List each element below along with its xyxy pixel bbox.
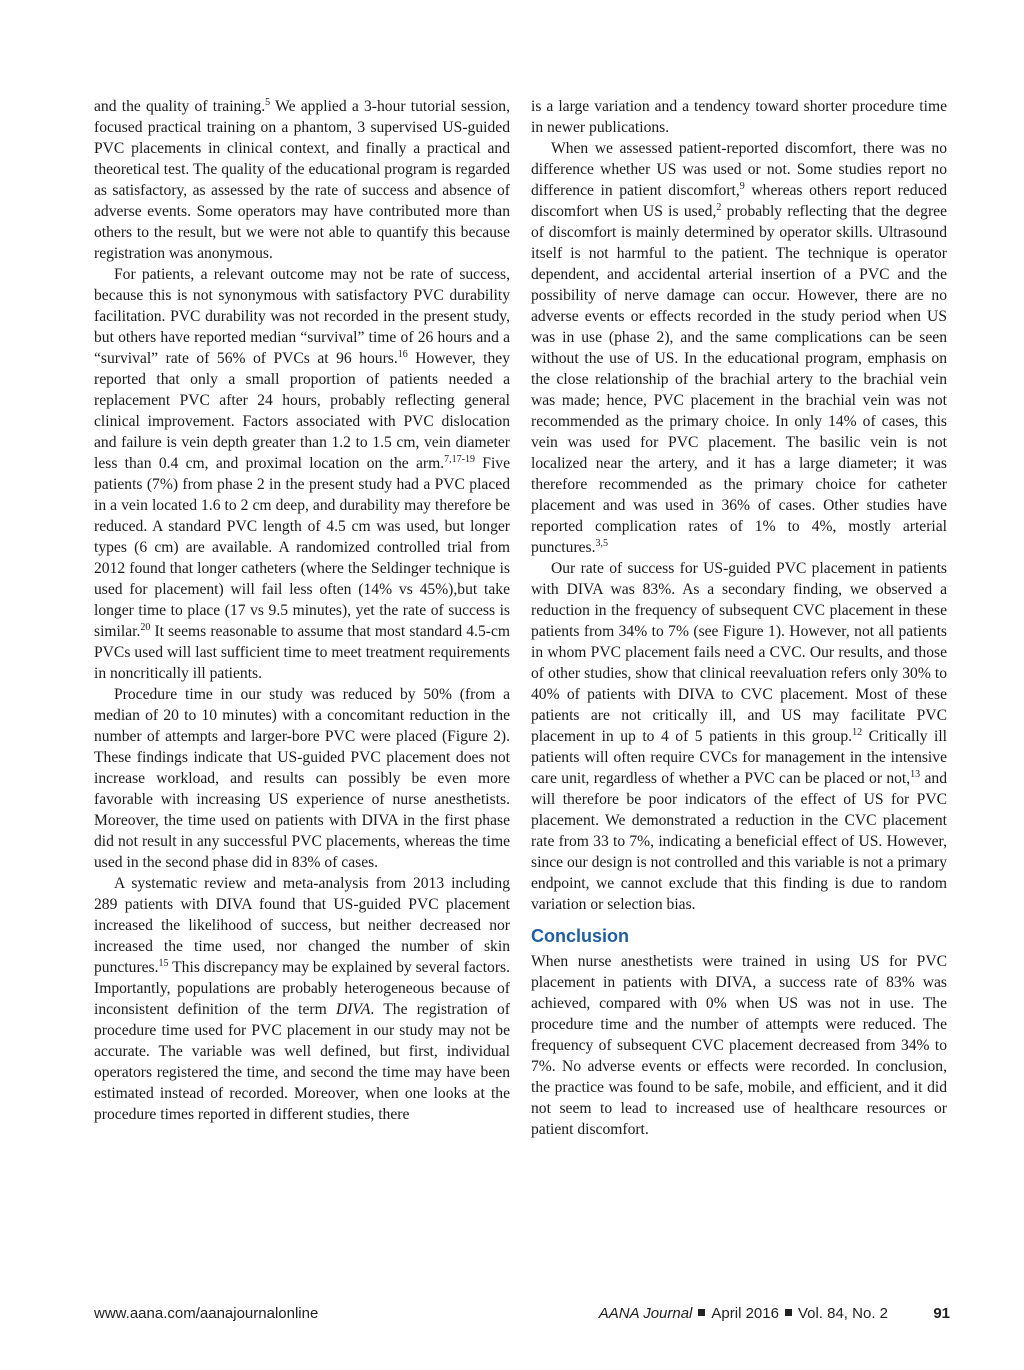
citation: 9 [739,181,745,192]
paragraph: When we assessed patient-reported discomfort, there was no difference whether US was used or not. Some studies report no difference in patient discomfort,$^9$ whereas others report reduced discomfort when US is used,$^2$ probably reflecting that the degree of discomfort is mainly determined by operator skills. Ultrasound itself is not harmful to the patient. The technique is operator dependent, and accidental arterial insertion of a PVC and the possibility of nerve damage can occur. However, there are no adverse events or effects recorded in the study period when US was in use (phase 2), and the same complications can be seen without the use of US. In the educational program, emphasis on the close relationship of the brachial artery to the brachial vein was made; hence, PVC placement in the brachial vein was not recommended as the primary choice. In only 14% of cases, this vein was used for PVC placement. The basilic vein is not localized near the artery, and it has a large diameter; it was therefore recommended as the primary choice for catheter placement and was used in 36% of cases. Other studies have reported complication rates of 1% to 4%, mostly arterial punctures.$^{3,5}$ [531,140,948,556]
paragraph: is a large variation and a tendency toward shorter procedure time in newer publications. [531,98,947,136]
journal-url-link[interactable]: www.aana.com/aanajournalonline [94,1305,319,1322]
square-bullet-icon [698,1309,705,1316]
paragraph: Our rate of success for US-guided PVC placement in patients with DIVA was 83%. As a secondary finding, we observed a reduction in the frequency of subsequent CVC placement in these patients from 34% to 7% (see Figure 1). However, not all patients in whom PVC placement fails need a CVC. Our results, and those of other studies, show that clinical reevaluation refers only 30% to 40% of patients with DIVA to CVC placement. Most of these patients are not critically ill, and US may facilitate PVC placement in up to 4 of 5 patients in this group.$^{12}$ Critically ill patients will often require CVCs for management in the intensive care unit, regardless of whether a PVC can be placed or not,$^{13}$ and will therefore be poor indicators of the effect of US for PVC placement. We demonstrated a reduction in the CVC placement rate from 33 to 7%, indicating a beneficial effect of US. However, since our design is not controlled and this variable is not a primary endpoint, we cannot exclude that this finding is due to random variation or selection bias. [531,560,947,913]
paragraph: For patients, a relevant outcome may not be rate of success, because this is not synonymous with satisfactory PVC durability facilitation. PVC durability was not recorded in the present study, but others have reported median “survival” time of 26 hours and a “survival” rate of 56% of PVCs at 96 hours.$^{16}$ However, they reported that only a small proportion of patients needed a replacement PVC after 24 hours, probably reflecting general clinical improvement. Factors associated with PVC dislocation and failure is vein depth greater than 1.2 to 1.5 cm, vein diameter less than 0.4 cm, and proximal location on the arm.$^{7,17-19}$ Five patients (7%) from phase 2 in the present study had a PVC placed in a vein located 1.6 to 2 cm deep, and durability may therefore be reduced. A standard PVC length of 4.5 cm was used, but longer types (6 cm) are available. A randomized controlled trial from 2012 found that longer catheters (where the Seldinger technique is used for placement) will fail less often (14% vs 45%),but take longer time to place (17 vs 9.5 minutes), yet the rate of success is similar.$^{20}$ It seems reasonable to assume that most standard 4.5-cm PVCs used will last sufficient time to meet treatment requirements in noncritically ill patients. [94,266,511,682]
page-number: 91 [933,1305,950,1322]
left-column [94,96,510,1125]
citation: 3,5 [595,538,609,549]
citation: 15 [158,958,169,969]
section-heading-conclusion: Conclusion [531,926,629,946]
conclusion-paragraph: When nurse anesthetists were trained in using US for PVC placement in patients with DIVA, a success rate of 83% was achieved, compared with 0% when US was not in use. The procedure time and the number of attempts were reduced. The frequency of subsequent CVC placement decreased from 34% to 7%. No adverse events or effects were recorded. In conclusion, the practice was found to be safe, mobile, and efficient, and it did not seem to lead to increased use of healthcare resources or patient discomfort. [531,953,947,1138]
citation: 12 [852,727,863,738]
citation: 13 [910,769,921,780]
paragraph: and the quality of training.$^5$ We applied a 3-hour tutorial session, focused practical training on a phantom, 3 supervised US-guided PVC placements in clinical context, and finally a practical and theoretical test. The quality of the educational program is regarded as satisfactory, as assessed by the rate of success and absence of adverse events. Some operators may have contributed more than others to the result, but we were not able to quantify this because registration was anonymous. [94,97,511,262]
citation: 20 [140,622,151,633]
citation: 16 [397,349,408,360]
journal-citation: AANA Journal April 2016 Vol. 84, No. 2 [598,1305,888,1322]
citation: 5 [265,97,271,108]
citation: 2 [716,202,722,213]
citation: 7,17-19 [444,454,475,465]
paragraph: Procedure time in our study was reduced by 50% (from a median of 20 to 10 minutes) with a concomitant reduction in the number of attempts and larger-bore PVC were placed (Figure 2). These findings indicate that US-guided PVC placement does not increase workload, and results can possibly be even more favorable with increasing US experience of nurse anesthetists. Moreover, the time used on patients with DIVA in the first phase did not result in any successful PVC placements, whereas the time used in the second phase did in 83% of cases. [94,686,510,871]
square-bullet-icon [785,1309,792,1316]
right-column [531,96,947,1140]
paragraph: A systematic review and meta-analysis from 2013 including 289 patients with DIVA found that US-guided PVC placement increased the likelihood of success, but neither decreased nor increased the time used, nor changed the number of skin punctures.$^{15}$ This discrepancy may be explained by several factors. Importantly, populations are probably heterogeneous because of inconsistent definition of the term DIVA. The registration of procedure time used for PVC placement in our study may not be accurate. The variable was well defined, but first, individual operators registered the time, and second the time may have been estimated instead of recorded. Moreover, when one looks at the procedure times reported in different studies, there [94,875,510,1123]
